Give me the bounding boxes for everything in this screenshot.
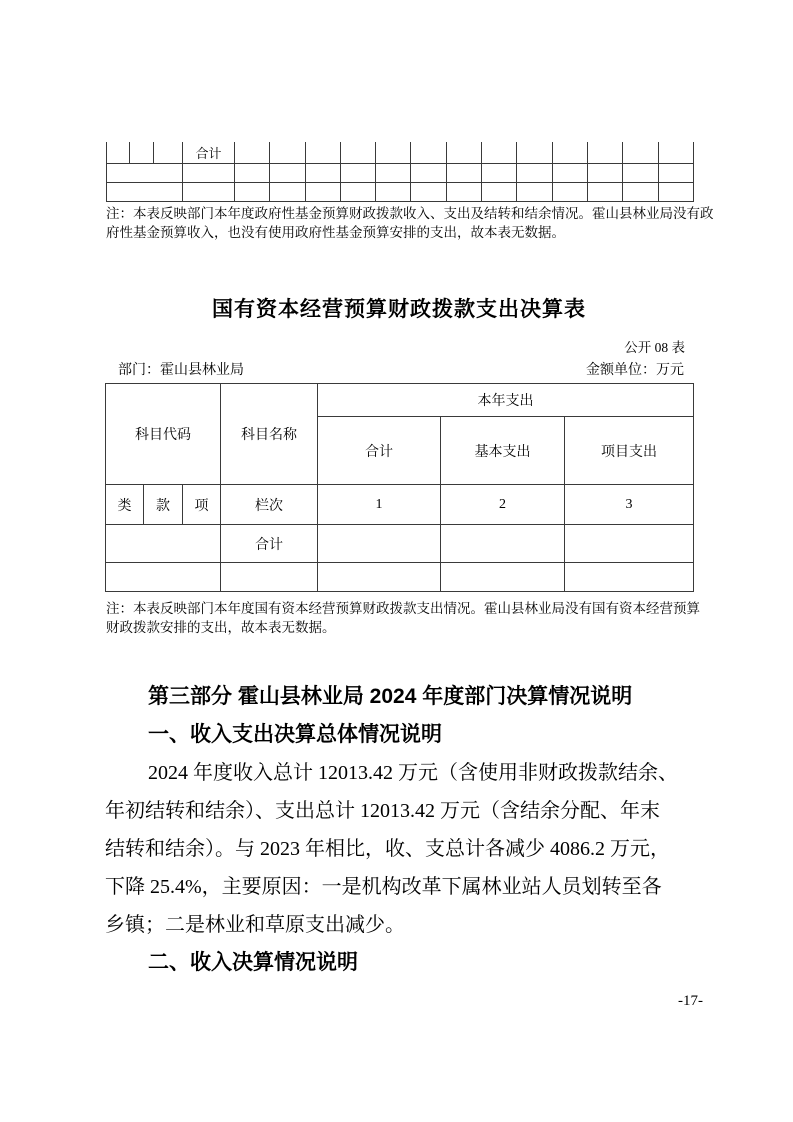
empty-cell	[482, 182, 517, 201]
value-cell	[441, 563, 565, 592]
table-row	[107, 163, 694, 182]
subject-code-header: 科目代码	[106, 384, 221, 485]
value-cell	[565, 525, 694, 563]
empty-cell	[658, 182, 693, 201]
value-cell	[318, 525, 441, 563]
empty-cell	[587, 182, 622, 201]
column-index-3: 3	[565, 485, 694, 525]
part-three-heading: 第三部分 霍山县林业局 2024 年度部门决算情况说明	[148, 685, 633, 708]
table-code-label: 公开 08 表	[624, 340, 685, 355]
empty-cell	[552, 142, 587, 163]
empty-cell	[107, 142, 130, 163]
empty-cell	[305, 182, 340, 201]
total-header: 合计	[318, 417, 441, 485]
value-cell	[565, 563, 694, 592]
empty-cell	[107, 163, 183, 182]
empty-cell	[623, 142, 658, 163]
empty-cell	[623, 182, 658, 201]
table-row	[107, 142, 694, 163]
empty-cell	[376, 142, 411, 163]
code-col-section: 款	[144, 485, 183, 525]
value-cell	[318, 563, 441, 592]
empty-cell	[446, 163, 481, 182]
empty-cell	[270, 142, 305, 163]
note-line: 财政拨款安排的支出，故本表无数据。	[106, 620, 336, 635]
basic-expenditure-header: 基本支出	[441, 417, 565, 485]
row-name-cell	[221, 563, 318, 592]
empty-cell	[587, 142, 622, 163]
empty-cell	[154, 142, 183, 163]
empty-cell	[446, 182, 481, 201]
empty-cell	[552, 163, 587, 182]
empty-cell	[107, 182, 183, 201]
table-row-empty	[106, 563, 694, 592]
paragraph-line: 2024 年度收入总计 12013.42 万元（含使用非财政拨款结余、	[148, 762, 678, 784]
empty-cell	[305, 142, 340, 163]
empty-cell	[235, 163, 270, 182]
column-index-2: 2	[441, 485, 565, 525]
empty-cell	[340, 142, 375, 163]
project-expenditure-header: 项目支出	[565, 417, 694, 485]
note-line: 府性基金预算收入，也没有使用政府性基金预算安排的支出，故本表无数据。	[106, 225, 565, 240]
empty-cell	[183, 163, 235, 182]
empty-cell	[106, 563, 221, 592]
empty-cell	[235, 142, 270, 163]
empty-cell	[183, 182, 235, 201]
sub-heading-income-expenditure-overview: 一、收入支出决算总体情况说明	[148, 723, 442, 746]
gov-fund-table-continued	[106, 142, 694, 202]
empty-cell	[446, 142, 481, 163]
table-row	[107, 182, 694, 201]
page-number: -17-	[678, 993, 703, 1009]
value-cell	[441, 525, 565, 563]
empty-cell	[106, 525, 221, 563]
unit-label: 金额单位：万元	[586, 363, 684, 378]
empty-cell	[623, 163, 658, 182]
empty-cell	[658, 163, 693, 182]
note-line: 注：本表反映部门本年度政府性基金预算财政拨款收入、支出及结转和结余情况。霍山县林业局没有政	[106, 206, 714, 221]
empty-cell	[517, 182, 552, 201]
empty-cell	[130, 142, 154, 163]
department-label: 部门：霍山县林业局	[118, 363, 244, 378]
table-title: 国有资本经营预算财政拨款支出决算表	[212, 298, 586, 321]
table-meta-row	[105, 359, 693, 379]
column-index-1: 1	[318, 485, 441, 525]
table-header-row	[106, 384, 694, 417]
empty-cell	[658, 142, 693, 163]
narrative-section	[105, 678, 693, 982]
note-line: 注：本表反映部门本年度国有资本经营预算财政拨款支出情况。霍山县林业局没有国有资本经营预算	[106, 601, 700, 616]
gov-fund-table-note	[106, 204, 714, 242]
state-capital-table-note	[106, 599, 700, 637]
column-index-row	[106, 485, 694, 525]
empty-cell	[376, 182, 411, 201]
table-row-total	[106, 525, 694, 563]
empty-cell	[411, 182, 446, 201]
empty-cell	[587, 163, 622, 182]
empty-cell	[411, 163, 446, 182]
empty-cell	[270, 163, 305, 182]
row-name-total: 合计	[221, 525, 318, 563]
subject-name-header: 科目名称	[221, 384, 318, 485]
empty-cell	[411, 142, 446, 163]
empty-cell	[340, 182, 375, 201]
paragraph-line: 下降 25.4%，主要原因：一是机构改革下属林业站人员划转至各	[105, 876, 662, 898]
current-year-expenditure-header: 本年支出	[318, 384, 694, 417]
state-capital-expenditure-table	[105, 383, 694, 592]
empty-cell	[517, 142, 552, 163]
empty-cell	[340, 163, 375, 182]
column-index-label: 栏次	[221, 485, 318, 525]
paragraph-line: 结转和结余）。与 2023 年相比，收、支总计各减少 4086.2 万元，	[105, 838, 670, 860]
empty-cell	[482, 163, 517, 182]
empty-cell	[552, 182, 587, 201]
total-row-label: 合计	[183, 142, 235, 163]
empty-cell	[517, 163, 552, 182]
paragraph-line: 乡镇；二是林业和草原支出减少。	[105, 914, 405, 936]
code-col-item: 项	[183, 485, 221, 525]
empty-cell	[482, 142, 517, 163]
empty-cell	[305, 163, 340, 182]
sub-heading-income-statement: 二、收入决算情况说明	[148, 951, 358, 974]
paragraph-line: 年初结转和结余）、支出总计 12013.42 万元（含结余分配、年末	[105, 800, 660, 822]
code-col-class: 类	[106, 485, 144, 525]
empty-cell	[235, 182, 270, 201]
empty-cell	[376, 163, 411, 182]
empty-cell	[270, 182, 305, 201]
